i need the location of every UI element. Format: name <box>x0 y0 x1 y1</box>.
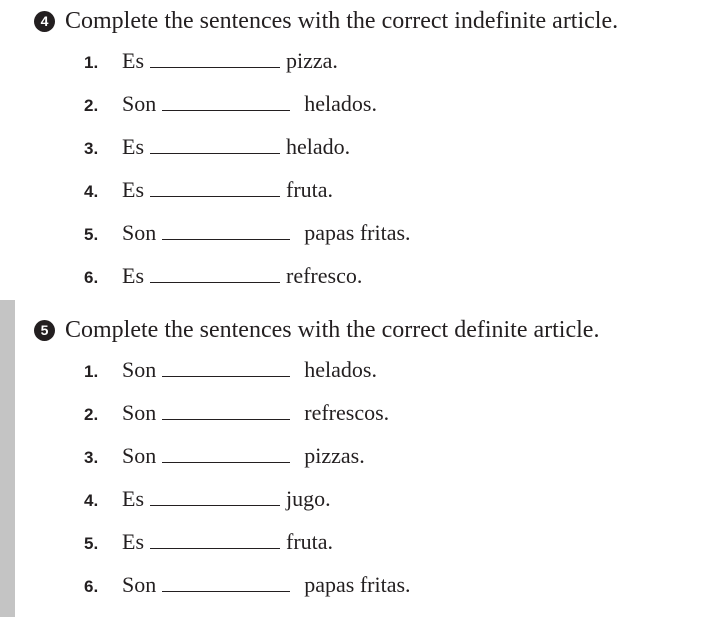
sentence-item <box>34 91 704 134</box>
sentence-item <box>34 400 704 443</box>
item-number: 3. <box>84 139 99 158</box>
item-number: 4. <box>84 182 99 201</box>
item-noun: refrescos. <box>304 400 390 425</box>
item-verb: Son <box>122 572 157 597</box>
item-verb: Es <box>122 529 144 554</box>
exercise-5-items <box>34 357 704 615</box>
exercise-5 <box>34 315 704 615</box>
answer-blank[interactable] <box>162 375 290 377</box>
item-number: 5. <box>84 534 99 553</box>
item-number: 6. <box>84 577 99 596</box>
exercise-4-items <box>34 48 704 306</box>
sentence-item <box>34 357 704 400</box>
item-verb: Son <box>122 91 157 116</box>
sentence-item <box>34 486 704 529</box>
answer-blank[interactable] <box>162 461 290 463</box>
answer-blank[interactable] <box>150 195 280 197</box>
answer-blank[interactable] <box>150 66 280 68</box>
item-verb: Son <box>122 220 157 245</box>
item-noun: pizzas. <box>304 443 365 468</box>
exercise-number-badge: 5 <box>34 320 55 341</box>
item-verb: Es <box>122 134 144 159</box>
item-number: 4. <box>84 491 99 510</box>
page-side-bar <box>0 300 15 617</box>
answer-blank[interactable] <box>162 590 290 592</box>
item-verb: Son <box>122 443 157 468</box>
item-noun: fruta. <box>286 177 334 202</box>
item-noun: papas fritas. <box>304 572 411 597</box>
item-noun: helados. <box>304 357 377 382</box>
item-verb: Es <box>122 263 144 288</box>
item-noun: helado. <box>286 134 351 159</box>
item-number: 2. <box>84 96 99 115</box>
item-verb: Es <box>122 48 144 73</box>
sentence-item <box>34 177 704 220</box>
item-verb: Son <box>122 357 157 382</box>
item-noun: papas fritas. <box>304 220 411 245</box>
sentence-item <box>34 263 704 306</box>
item-noun: pizza. <box>286 48 338 73</box>
item-number: 6. <box>84 268 99 287</box>
answer-blank[interactable] <box>150 152 280 154</box>
exercise-5-heading <box>34 315 704 345</box>
sentence-item <box>34 48 704 91</box>
item-noun: helados. <box>304 91 377 116</box>
item-noun: jugo. <box>286 486 331 511</box>
answer-blank[interactable] <box>162 109 290 111</box>
item-verb: Es <box>122 486 144 511</box>
item-number: 5. <box>84 225 99 244</box>
exercise-instruction: Complete the sentences with the correct definite article. <box>65 316 600 343</box>
answer-blank[interactable] <box>150 504 280 506</box>
item-number: 1. <box>84 362 99 381</box>
exercise-4 <box>34 6 704 306</box>
exercise-4-heading <box>34 6 704 36</box>
answer-blank[interactable] <box>162 418 290 420</box>
sentence-item <box>34 134 704 177</box>
sentence-item <box>34 572 704 615</box>
item-verb: Son <box>122 400 157 425</box>
answer-blank[interactable] <box>162 238 290 240</box>
sentence-item <box>34 529 704 572</box>
exercise-number-badge: 4 <box>34 11 55 32</box>
answer-blank[interactable] <box>150 281 280 283</box>
item-verb: Es <box>122 177 144 202</box>
item-number: 2. <box>84 405 99 424</box>
answer-blank[interactable] <box>150 547 280 549</box>
sentence-item <box>34 220 704 263</box>
item-number: 1. <box>84 53 99 72</box>
sentence-item <box>34 443 704 486</box>
exercise-instruction: Complete the sentences with the correct indefinite article. <box>65 7 619 34</box>
item-number: 3. <box>84 448 99 467</box>
item-noun: fruta. <box>286 529 334 554</box>
item-noun: refresco. <box>286 263 363 288</box>
